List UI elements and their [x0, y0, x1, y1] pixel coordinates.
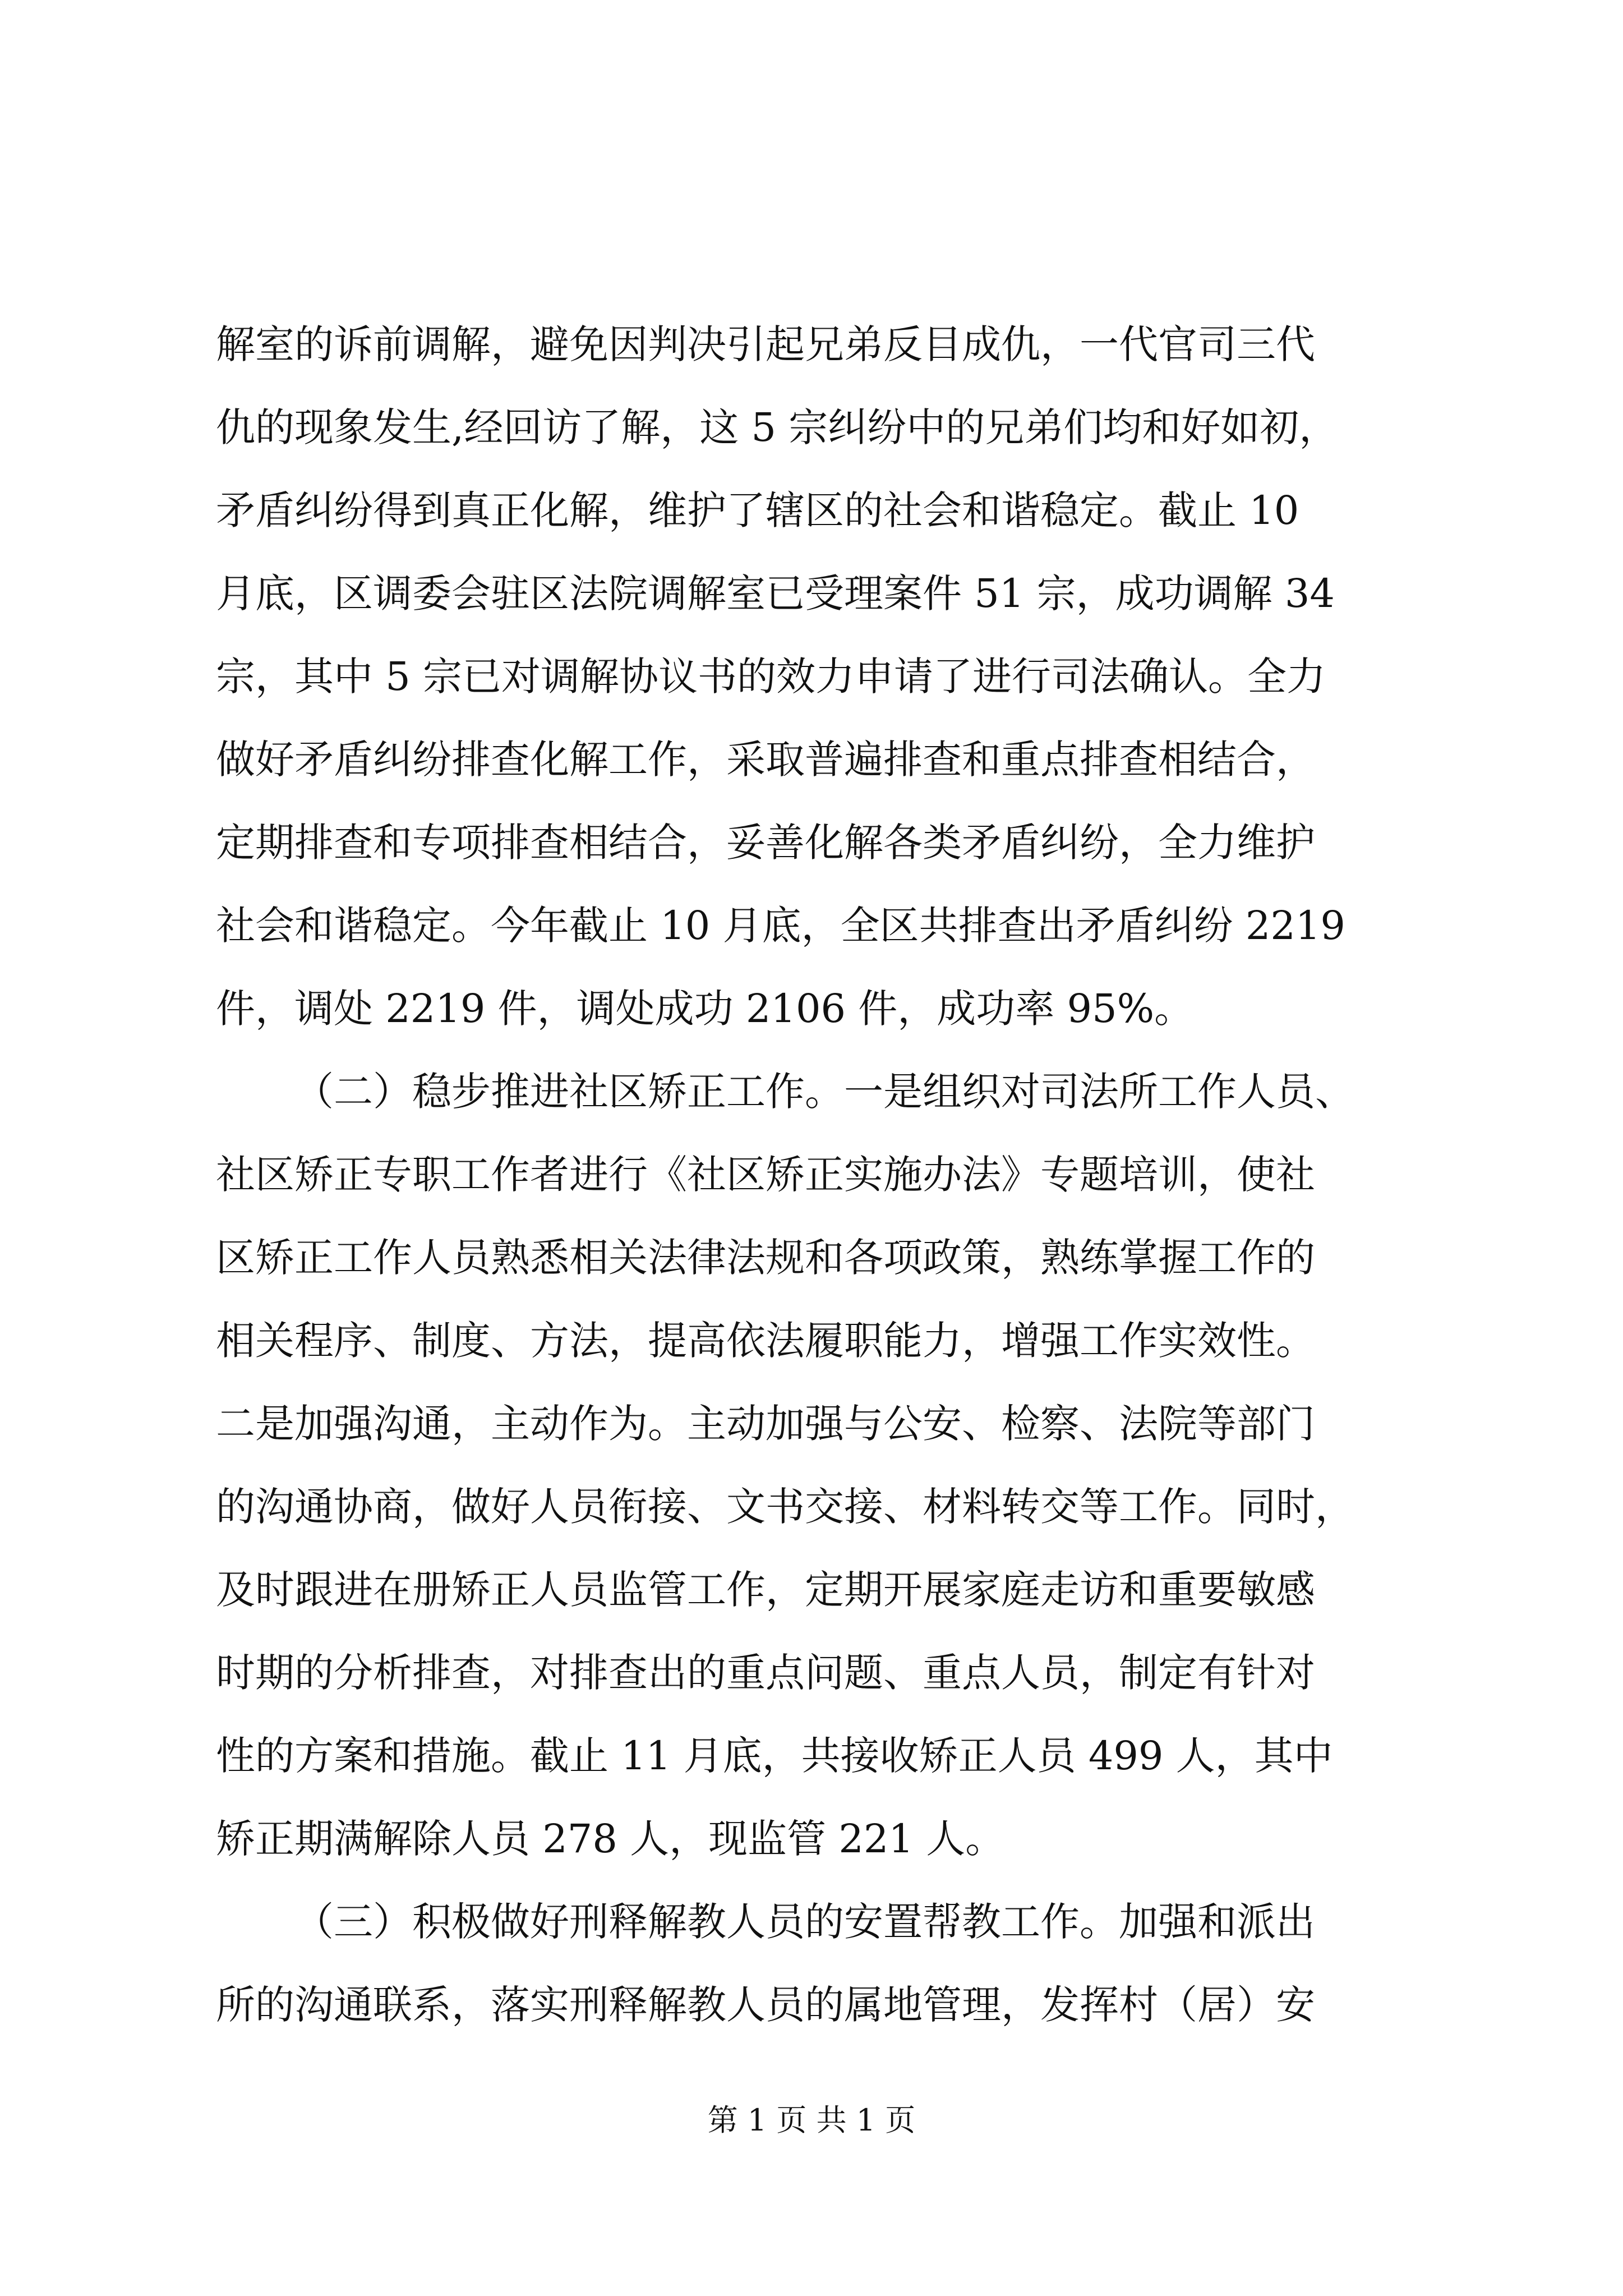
paragraph-2-line-5: 二是加强沟通，主动作为。主动加强与公安、检察、法院等部门 [216, 1401, 1315, 1447]
paragraph-2-line-6: 的沟通协商，做好人员衔接、文书交接、材料转交等工作。同时， [216, 1484, 1354, 1530]
paragraph-2-line-2: 社区矫正专职工作者进行《社区矫正实施办法》专题培训，使社 [216, 1152, 1315, 1198]
paragraph-1-line-9: 件，调处 2219 件，调处成功 2106 件，成功率 95%。 [216, 986, 1194, 1032]
paragraph-2-line-10: 矫正期满解除人员 278 人，现监管 221 人。 [216, 1816, 1005, 1862]
paragraph-2-line-4: 相关程序、制度、方法，提高依法履职能力，增强工作实效性。 [216, 1318, 1315, 1364]
paragraph-1-line-8: 社会和谐稳定。今年截止 10 月底，全区共排查出矛盾纠纷 2219 [216, 903, 1345, 949]
paragraph-1-line-3: 矛盾纠纷得到真正化解，维护了辖区的社会和谐稳定。截止 10 [216, 487, 1299, 533]
document-body [216, 303, 1408, 2046]
paragraph-3-line-2: 所的沟通联系，落实刑释解教人员的属地管理，发挥村（居）安 [216, 1982, 1315, 2028]
paragraph-1-line-5: 宗，其中 5 宗已对调解协议书的效力申请了进行司法确认。全力 [216, 654, 1326, 700]
paragraph-2-line-8: 时期的分析排查，对排查出的重点问题、重点人员，制定有针对 [216, 1650, 1315, 1696]
paragraph-1-line-2: 仇的现象发生,经回访了解，这 5 宗纠纷中的兄弟们均和好如初， [216, 404, 1339, 450]
paragraph-2-line-7: 及时跟进在册矫正人员监管工作，定期开展家庭走访和重要敏感 [216, 1567, 1315, 1613]
paragraph-1-line-4: 月底，区调委会驻区法院调解室已受理案件 51 宗，成功调解 34 [216, 570, 1335, 616]
paragraph-2-line-3: 区矫正工作人员熟悉相关法律法规和各项政策，熟练掌握工作的 [216, 1235, 1315, 1281]
paragraph-1-line-1: 解室的诉前调解，避免因判决引起兄弟反目成仇，一代官司三代 [216, 321, 1315, 367]
paragraph-3-line-1: （三）积极做好刑释解教人员的安置帮教工作。加强和派出 [294, 1899, 1315, 1945]
page-footer [0, 2101, 1623, 2140]
paragraph-1-line-7: 定期排查和专项排查相结合，妥善化解各类矛盾纠纷，全力维护 [216, 820, 1315, 866]
paragraph-1-line-6: 做好矛盾纠纷排查化解工作，采取普遍排查和重点排查相结合， [216, 737, 1315, 783]
paragraph-2-line-9: 性的方案和措施。截止 11 月底，共接收矫正人员 499 人，其中 [216, 1733, 1333, 1779]
page-number-label: 第 1 页 共 1 页 [707, 2102, 916, 2138]
paragraph-2-line-1: （二）稳步推进社区矫正工作。一是组织对司法所工作人员、 [294, 1069, 1354, 1115]
